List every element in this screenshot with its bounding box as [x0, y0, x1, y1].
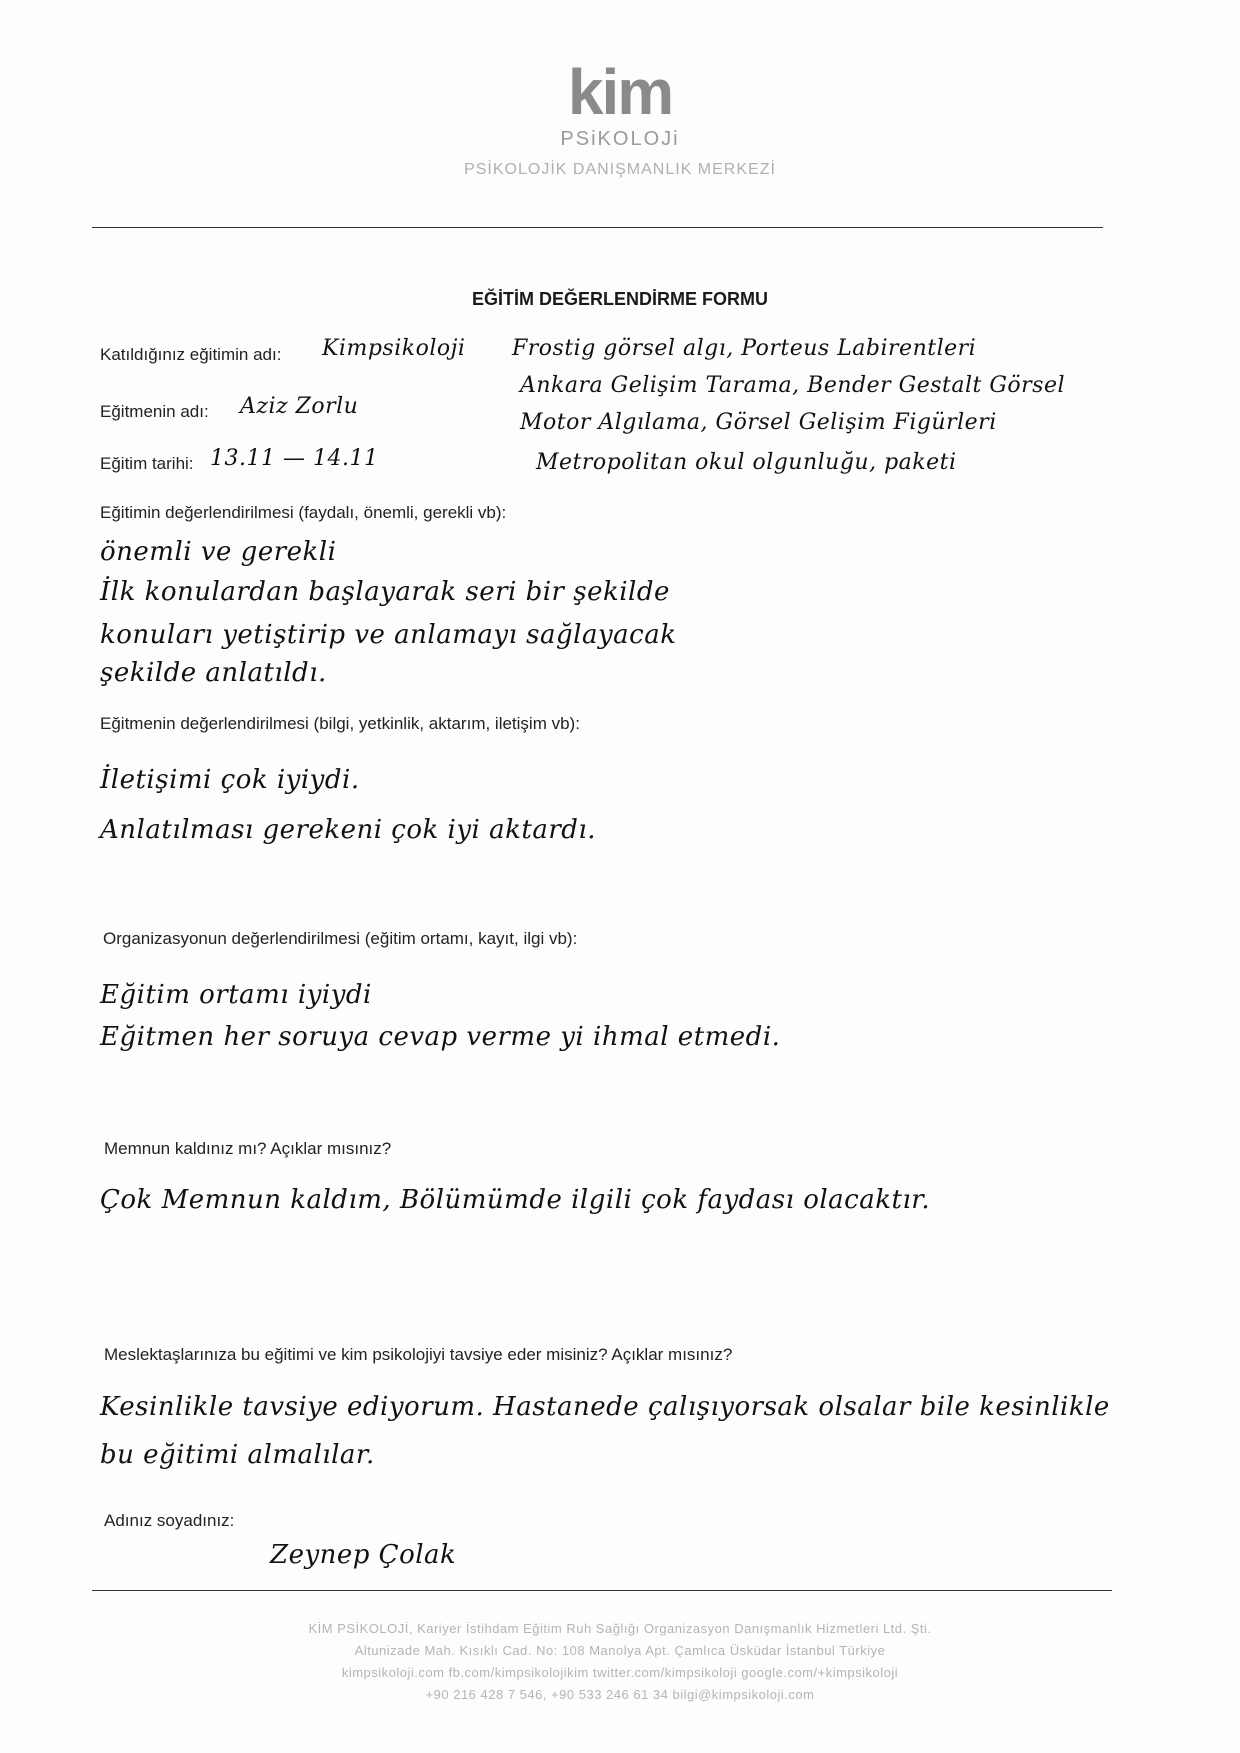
- footer-web: kimpsikoloji.com fb.com/kimpsikolojikim twitter.com/kimpsikoloji google.com/+kimpsikoloji: [341, 1665, 899, 1680]
- recommend-label: Meslektaşlarınıza bu eğitimi ve kim psikolojiyi tavsiye eder misiniz? Açıklar mısınız?: [104, 1345, 733, 1364]
- logo-mark: kim: [567, 56, 673, 128]
- training-eval-line: konuları yetiştirip ve anlamayı sağlayacak: [100, 620, 677, 650]
- training-list-line: Frostig görsel algı, Porteus Labirentleri: [512, 336, 977, 361]
- form-title: EĞİTİM DEĞERLENDİRME FORMU: [472, 289, 768, 309]
- training-list-line: Ankara Gelişim Tarama, Bender Gestalt Görsel: [520, 373, 1066, 398]
- training-list-line: Motor Algılama, Görsel Gelişim Figürleri: [520, 410, 997, 435]
- trainer-name-label: Eğitmenin adı:: [100, 402, 209, 421]
- recommend-line: Kesinlikle tavsiye ediyorum. Hastanede çalışıyorsak olsalar bile kesinlikle: [100, 1392, 1110, 1422]
- training-eval-line: şekilde anlatıldı.: [100, 658, 327, 688]
- trainer-eval-line: İletişimi çok iyiydi.: [100, 765, 360, 795]
- header-divider: [92, 227, 1103, 228]
- training-eval-label: Eğitimin değerlendirilmesi (faydalı, önemli, gerekli vb):: [100, 503, 507, 522]
- training-name-label: Katıldığınız eğitimin adı:: [100, 345, 282, 364]
- trainer-eval-label: Eğitmenin değerlendirilmesi (bilgi, yetkinlik, aktarım, iletişim vb):: [100, 714, 580, 733]
- satisfaction-label: Memnun kaldınız mı? Açıklar mısınız?: [104, 1139, 392, 1158]
- org-eval-line: Eğitim ortamı iyiydi: [100, 980, 372, 1010]
- training-eval-line: önemli ve gerekli: [100, 537, 337, 567]
- trainer-eval-line: Anlatılması gerekeni çok iyi aktardı.: [100, 815, 596, 845]
- company-logo: [420, 56, 820, 179]
- training-eval-line: İlk konulardan başlayarak seri bir şekilde: [100, 577, 670, 607]
- recommend-line: bu eğitimi almalılar.: [100, 1440, 375, 1470]
- name-value: Zeynep Çolak: [270, 1540, 457, 1570]
- footer-divider: [92, 1590, 1112, 1591]
- training-list-line: Metropolitan okul olgunluğu, paketi: [536, 450, 957, 475]
- name-label: Adınız soyadınız:: [104, 1511, 235, 1530]
- footer-address: Altunizade Mah. Kısıklı Cad. No: 108 Manolya Apt. Çamlıca Üsküdar İstanbul Türkiye: [354, 1643, 886, 1658]
- satisfaction-line: Çok Memnun kaldım, Bölümümde ilgili çok faydası olacaktır.: [100, 1185, 931, 1215]
- footer-contact: +90 216 428 7 546, +90 533 246 61 34 bilgi@kimpsikoloji.com: [425, 1687, 815, 1702]
- org-eval-label: Organizasyonun değerlendirilmesi (eğitim ortamı, kayıt, ilgi vb):: [103, 929, 578, 948]
- training-name-value: Kimpsikoloji: [322, 336, 466, 361]
- footer-company: KİM PSİKOLOJİ, Kariyer İstihdam Eğitim Ruh Sağlığı Organizasyon Danışmanlık Hizmetleri Ltd. Şti.: [308, 1621, 932, 1636]
- org-eval-line: Eğitmen her soruya cevap verme yi ihmal etmedi.: [100, 1022, 781, 1052]
- logo-subtitle: PSiKOLOJi: [560, 128, 680, 150]
- footer: [0, 1618, 1240, 1706]
- training-date-value: 13.11 — 14.11: [210, 446, 379, 471]
- logo-tagline: PSİKOLOJİK DANIŞMANLIK MERKEZİ: [464, 161, 776, 178]
- trainer-name-value: Aziz Zorlu: [240, 394, 359, 419]
- training-date-label: Eğitim tarihi:: [100, 454, 194, 473]
